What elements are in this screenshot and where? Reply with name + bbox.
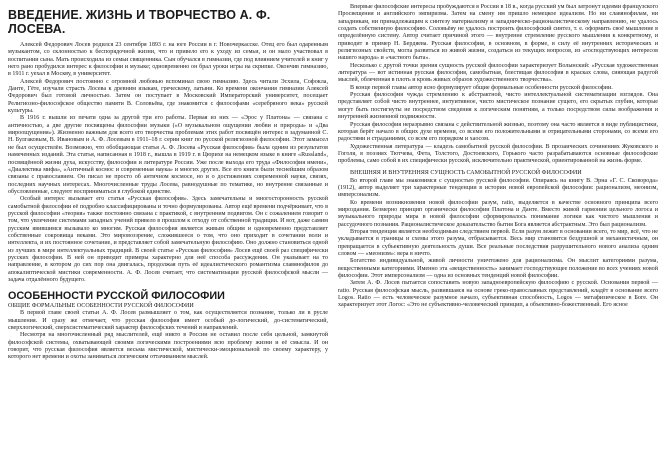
paragraph: Ко времени возникновения новой философии разум, ratio, выделяется в качестве основного принципа всего мироздания. Безмерно принцип органически философии Платона и Данте. Вместо живой гармонии цельного логоса и музыкального природы мира в новой философии сформировалось понимание логики как чистого мышления и рассудочного познания. Рационалистическое доказательство бытия Бога является абстрактным. Это был рационализм.	[338, 199, 658, 228]
paragraph: Несколько с другой точки зрения сущность русской философии характеризует Волынский: «Русская художественная литература — вот истинная русская философия, самобытная, блестящая философия в красках слова, сияющая радугой мыслей, облеченная в плоть и кровь живых образов художественного творчества».	[338, 62, 658, 84]
paragraph: Русская философия неразрывно связана с действительной жизнью, поэтому она часто является в виде публицистики, которая берёт начало в общих духе времени, со всеми его положительными и отрицательными сторонами, со всеми его радостями и страданиями, со всем его порядком и хаосом.	[338, 121, 658, 143]
paragraph: Особый интерес вызывает его статья «Русская философия». Здесь замечательны и многосторонность русской самобытной философии её подробно классифицированы и точно формулированы. Автор ещё времени подчёркивает, что в русской философии «теория» также постоянно связана с практикой, с внутренним подвигом. Он с сожалением говорит о том, что увлечение системами западных учений привело в прошлом к отходу от собственной традиции. И вот, даже самим русским явившимся вызывало ко многим. Русская философия является живым общим и одновременно представляет собственные сокровища веками. Это мировоззрение, сложившееся о том, что оно приходит в сочетании воли и интеллекта, и их постоянное сочетание, и представляет собой замечательную философию. Оно должно становиться одной из лучших в мире интеллектуальных традиций. В своей статье «Русская философия» Лосев ещё своей раз специфически русских философии. В ней он приводит примеры характерно для неё способа рассуждения. Он указывает на то направление, в котором до сих пор она двигалась, продолжая путь её идеалистического романтизма славянофилов до апокалиптической мистики современности. А. Ф. Лосев считает, что систематизации русской философской мысли — задача отдалённого будущего.	[8, 196, 328, 283]
section-heading: ОСОБЕННОСТИ РУССКОЙ ФИЛОСОФИИ	[8, 290, 225, 303]
paragraph: Вторая тенденция является необходимым следствием первой. Если разум лежит в основании всего, то мир, всё, что не укладывается в границы и схемы этого разума, отбрасывается. Весь мир становится бездушной и механистичным, он превращается в субъективную деятельность души. Все реальные последствия разрушительного нового анализа одним словом — «меонизм»: вера в ничто.	[338, 228, 658, 257]
subsection-heading: ОБЩИЕ ФОРМАЛЬНЫЕ ОСОБЕННОСТИ РУССКОЙ ФИЛОСОФИИ	[8, 303, 194, 310]
paragraph: Алексей Федорович постоянно с огромной любовью вспоминал свою гимназию. Здесь читали Эсхила, Софокла, Данте, Гёте, изучали страсть Лосева к древним языкам, греческому, латыни. Ко времени окончания гимназии Алексей Федорович был готовой личностью. Затем он поступает в Московский Императорский университет, посещает Религиозно-философское общество памяти В. Соловьёва, где знакомится с философами «серебряного века» русской культуры.	[8, 78, 328, 115]
paragraph: Русская философия чужда стремлению к абстрактной, чисто интеллектуальной систематизации взглядов. Она представляет собой чисто внутреннее, интуитивное, чисто мистическое познание сущего, его скрытых глубин, которые могут быть постигнуты не посредством сведения к логическим понятиям, а только посредством силы воображения и внутренней жизненной подвижности.	[338, 92, 658, 121]
right-column	[338, 4, 658, 452]
paragraph: Во второй главе мы знакомимся с сущностью русской философии. Опираясь на книгу В. Эрна «Г. С. Сковорода» (1912), автор выделяет три характерные тенденции в истории новой европейской философии: рационализм, меонизм, имперсонализм.	[338, 177, 658, 199]
paragraph: Затем А. Ф. Лосев пытается сопоставить новую западноевропейскую философию с русской. Основания первой — ratio. Русская философская мысль, развившаяся на основе греко-православных представлений, кладёт в основание всего Logos. Ratio — есть человеческое разумное начало, субъективная способность, Logos — метафизическое в Боге. Он характеризует этот Логос: «Это не субъективно-человеческий принцип, а объективно-божественный. Его ясное	[338, 280, 658, 309]
paragraph: Несмотря на многочисленный ряд мыслителей, ещё никто в России не оставил после себя цельной, замкнутой философской системы, охватывающей своими логическими построениями всю проблему жизни и её смысла. И он говорит, что русская философия является весьма мистической, мистически-эмоциональной по своему характеру, у которого нет времени и охоты заниматься логическим оттачиванием мыслей.	[8, 332, 328, 361]
paragraph: Алексей Федорович Лосев родился 23 сентября 1893 г. на юге России в г. Новочеркасске. Отец его был одаренным музыкантом, со склонностью к беспорядочной жизни, что и привело его к уходу из семьи, и он мало участвовал в воспитании сына. Мать происходила из семьи священника. Сын обучался в гимназии, где под влиянием учителей и книг у него рано пробудился интерес к философии и музыке; одновременно он брал уроки игры на скрипке. Окончив гимназию, в 1911 г. уехал в Москву, в университет.	[8, 42, 328, 78]
section-heading: ВНЕШНЯЯ И ВНУТРЕННЯЯ СУЩНОСТЬ САМОБЫТНОЙ РУССКОЙ ФИЛОСОФИИ	[350, 169, 582, 176]
paragraph: В 1916 г. вышли из печати одна за другой три его работы. Первая из них — «Эрос у Платона» — связана с античностью, а две другие посвящены философии музыки («О музыкальном ощущении любви и природы» и «Два мироощущения»). Жизненно важным для всего его творчества проблемам этих работ посвящён интерес в задуманной С. Н. Булгаковым, В. Ивановым и А. Ф. Лосевым в 1911–18 г. серии книг по русской религиозной философии. Этот замысел не был осуществлён. Возможно, что обобщающая статья А. Ф. Лосева «Русская философия» была одним из результатов намеченных изданий. Эта статья, написанная в 1918 г., вышла в 1919 г. в Цюрихе на немецком языке в книге «Russland», посвящённой жизни духа, искусству, философии и литературе России. Уже после выхода его труда «Философия имени», «Диалектика мифа», «Античный космос и современная наука» и многих других. Все его книги были теснейшим образом связаны с православием. Он писал не просто об античном космосе, но и о достижениях современной науки, связях, последних научных интересах. Многочисленные труды Лосева, равнодушные по тематике, но внутренне связанные и обусловленные, следуют восприниматься в глубокой единстве.	[8, 115, 328, 195]
left-column	[8, 4, 328, 452]
paragraph: Богатство индивидуальной, живой личности уничтожено для рационализма. Он мыслит категориями разума, вещественными категориями. Именно эта «вещественность» занимает господствующее положение во всех учениях новой философии. Этот имперсонализм — одна из основных тенденций новой философии.	[338, 258, 658, 280]
paragraph: Художественная литература — кладезь самобытной русской философии. В прозаических сочинениях Жуковского и Гоголя, в поэзиях Тютчева, Фета, Толстого, Достоевского, Горького часто разрабатываются основные философские проблемы, само собой в их специфически русской, исключительно практической, ориентированной на жизнь форме.	[338, 143, 658, 165]
paragraph: В первой главе своей статьи А. Ф. Лосев размышляет о том, как осуществляется познание, только ли в русле мышления. И сразу же отмечает, что русская философия имеет особый до-логический, до-систематический, сверхлогический, сверхсистематический характер философских течений и направлений.	[8, 310, 328, 332]
paragraph: Впервые философские интересы пробуждаются в России в 18 в., когда русский ум был затронут идеями французского Просвещения и английского эмпиризма. Затем на смену им пришло немецкое идеализм. Но ни славянофилам, ни западникам, ни принадлежащим к синтезу материализму и западническо-рационалистическому направлению, не удалось создать собственную философию. Соловьёву не удалось построить философский синтез, т. е. оформить своё мышление в определённую систему. Автор считает причиной этого — внутренне стремление русского мышления к конкретному, и приводит в пример Н. Бердяева. Русская философия, в основном, в форме, в силу её внутренних исторических и религиозных свойств, могла развиться из живой жизни, создаться из текущих вопросов, из «господствующих интересов нашего народа» и «частного быта».	[338, 4, 658, 62]
paragraph: В конце первой главы автор ясно формулирует общие формальные особенности русской философии.	[350, 84, 613, 91]
page-title: ВВЕДЕНИЕ. ЖИЗНЬ И ТВОРЧЕСТВО А. Ф. ЛОСЕВА.	[8, 8, 271, 36]
